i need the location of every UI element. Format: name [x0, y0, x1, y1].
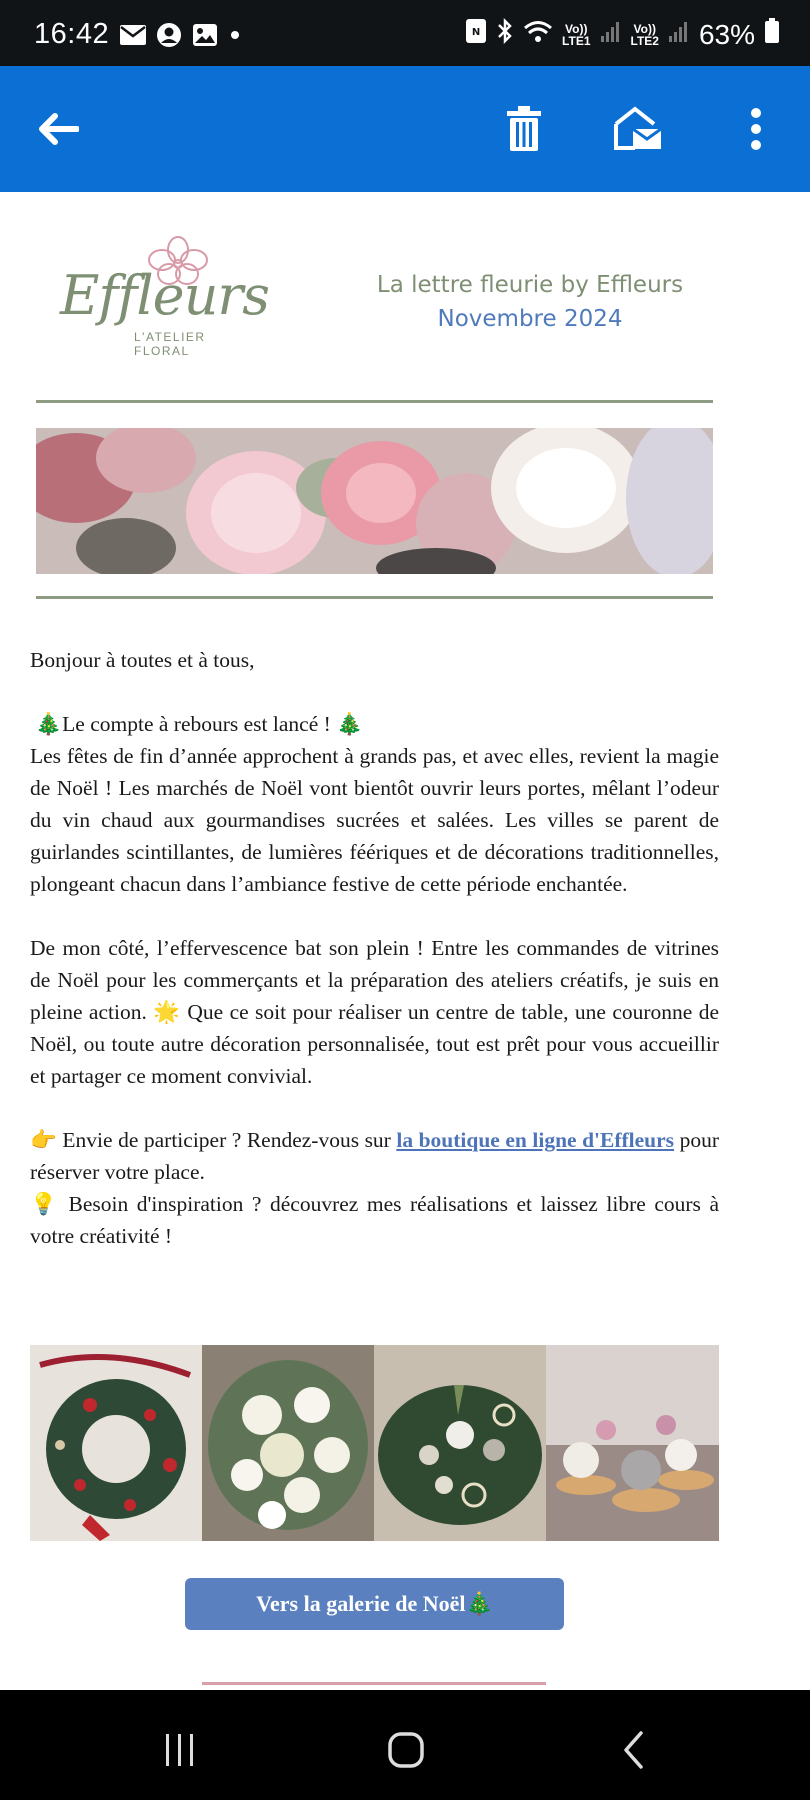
status-time: 16:42: [34, 18, 110, 50]
email-body[interactable]: [0, 192, 810, 1690]
star-emoji-icon: 🌟: [153, 1000, 181, 1024]
email-text: [30, 644, 719, 1252]
signal-icon: [668, 19, 690, 51]
effleurs-logo: [58, 236, 269, 358]
home-icon[interactable]: [376, 1720, 436, 1780]
shop-link[interactable]: la boutique en ligne d'Effleurs: [396, 1128, 675, 1152]
signal-icon: [600, 19, 622, 51]
svg-text:N: N: [471, 27, 481, 38]
gallery-centerpiece-image[interactable]: [374, 1345, 546, 1541]
gallery-button[interactable]: Vers la galerie de Noël🎄: [185, 1578, 564, 1630]
newsletter-date: Novembre 2024: [437, 306, 623, 332]
pointing-hand-icon: 👉: [30, 1128, 57, 1152]
recent-apps-icon[interactable]: [150, 1720, 210, 1780]
image-icon: [192, 23, 218, 52]
more-vert-icon[interactable]: [726, 99, 786, 159]
participate-line: 👉 Envie de participer ? Rendez-vous sur la boutique en ligne d'Effleurs pour réserver votre place.: [30, 1128, 719, 1184]
back-arrow-icon[interactable]: [28, 99, 88, 159]
gallery-strip: [30, 1345, 719, 1541]
mail-icon: [120, 25, 146, 50]
logo-text: Effleurs: [60, 264, 269, 327]
newsletter-title: La lettre fleurie by Effleurs: [376, 272, 684, 298]
gallery-wreath-image[interactable]: [30, 1345, 202, 1541]
divider: [36, 400, 713, 403]
notification-icons: [120, 22, 242, 53]
countdown-line: 🎄Le compte à rebours est lancé ! 🎄: [35, 712, 363, 736]
dot-icon: [228, 28, 242, 47]
tree-emoji-icon: 🎄: [35, 712, 63, 736]
delete-icon[interactable]: [494, 99, 554, 159]
logo-subtitle: L'ATELIER FLORAL: [134, 330, 206, 358]
battery-percent: 63%: [698, 18, 755, 50]
app-bar: [0, 66, 810, 192]
tree-emoji-icon: 🎄: [336, 712, 363, 736]
account-circle-icon: [156, 22, 182, 53]
divider: [36, 596, 713, 599]
bluetooth-icon: [496, 18, 514, 51]
hero-flower-image: [36, 428, 713, 574]
status-bar: [0, 0, 810, 66]
system-indicators: [465, 18, 780, 51]
mark-unread-icon[interactable]: [608, 99, 668, 159]
paragraph-2: De mon côté, l’effervescence bat son plein ! Entre les commandes de vitrines de Noël pour les commerçants et la préparation des ateliers créatifs, je suis en pleine action. 🌟 Que ce soit pour réaliser un centre de table, une couronne de Noël, ou toute autre décoration personnalisée, tout est prêt pour vous accueillir et partager ce moment convivial.: [30, 936, 719, 1088]
inspiration-line: 💡 Besoin d'inspiration ? découvrez mes réalisations et laissez libre cours à votre créativité !: [30, 1192, 719, 1248]
greeting: Bonjour à toutes et à tous,: [30, 648, 255, 672]
back-icon[interactable]: [604, 1720, 664, 1780]
paragraph-1: Les fêtes de fin d’année approchent à grands pas, et avec elles, revient la magie de Noël ! Les marchés de Noël vont bientôt ouvrir leurs portes, mêlant l’odeur du vin chaud aux gourmandises sucrées et salées. Les villes se parent de guirlandes scintillantes, de lumières féériques et de décorations traditionnelles, plongeant chacun dans l’ambiance festive de cette période enchantée.: [30, 744, 719, 896]
gallery-bouquet-image[interactable]: [202, 1345, 374, 1541]
divider: [202, 1682, 546, 1685]
nfc-icon: [465, 18, 487, 51]
wifi-icon: [523, 19, 553, 51]
sim2-label: Vo)) LTE2: [630, 21, 659, 48]
battery-icon: [764, 18, 780, 51]
lightbulb-icon: 💡: [30, 1192, 60, 1216]
navigation-bar: [0, 1690, 810, 1800]
gallery-cloche-image[interactable]: [546, 1345, 719, 1541]
sim1-label: Vo)) LTE1: [562, 21, 591, 48]
